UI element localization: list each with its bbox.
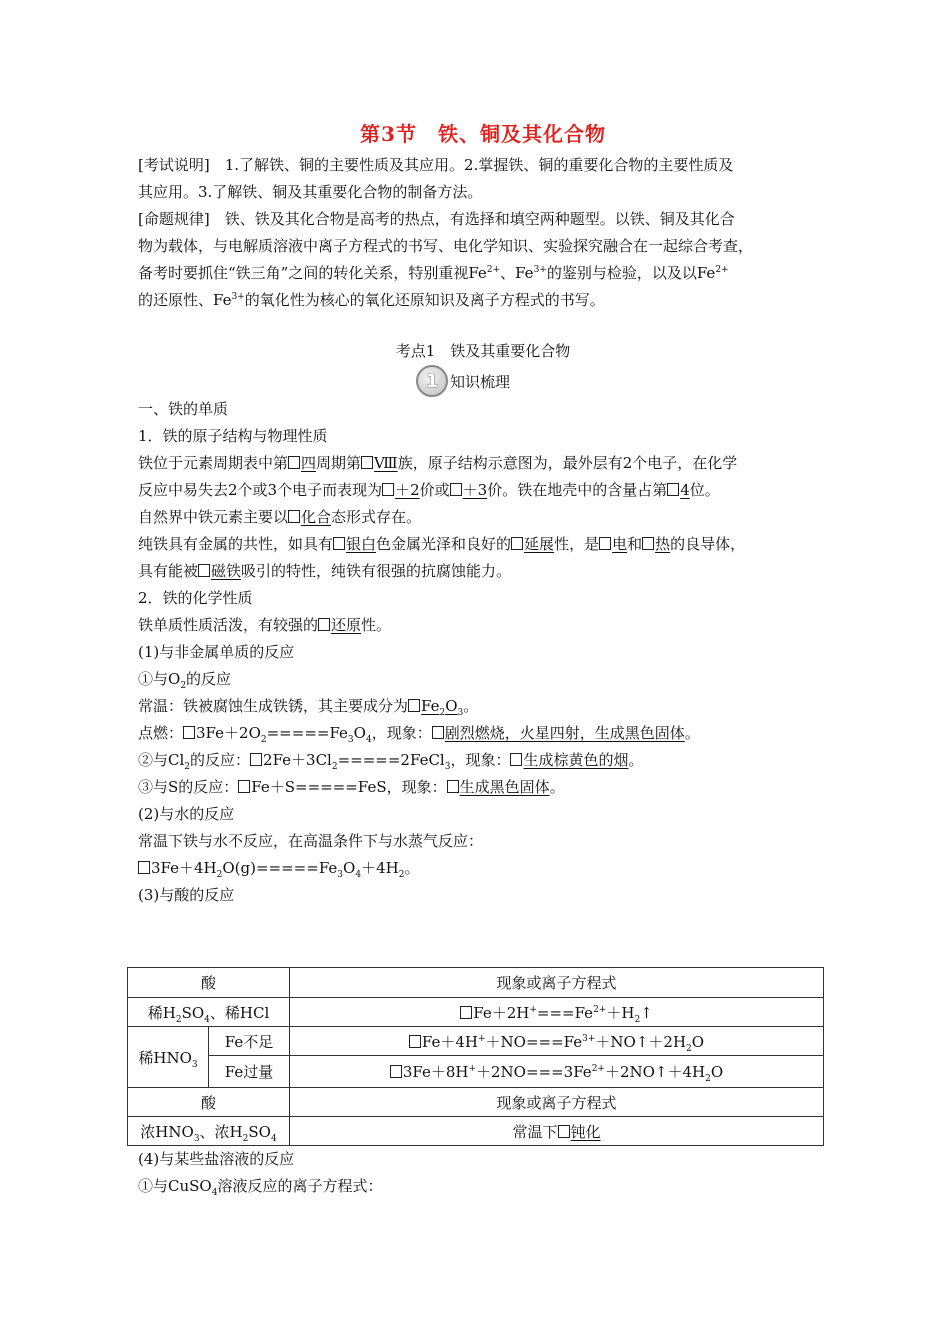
blank-box-icon	[667, 483, 679, 496]
cell-fe-more: Fe过量	[209, 1056, 290, 1088]
cell-eq-3: $3Fe+8H^++2NO===3Fe^{2+}+2NO↑+4H_2O$	[290, 1056, 824, 1088]
blank-box-icon	[390, 1065, 402, 1078]
exam-desc-line-2: 其应用。3.了解铁、铜及其重要化合物的制备方法。	[138, 183, 483, 201]
table-row	[128, 1056, 824, 1088]
rule-tag: [命题规律]	[138, 210, 210, 228]
blank-box-icon	[250, 753, 262, 766]
heading-iron-element: 一、铁的单质	[138, 400, 229, 418]
header-phenomenon-2: 现象或离子方程式	[290, 1088, 824, 1117]
blank-box-icon	[642, 537, 654, 550]
cell-conc-acids: 浓$HNO_3$、浓$H_2SO_4$	[128, 1117, 290, 1146]
line-cl2: ②与$Cl_2$的反应： $2Fe+3Cl_2=====2FeCl_3$，现象： 生成棕黄色的烟。	[138, 751, 644, 772]
after-table-section	[138, 1146, 828, 1200]
rule-line-3: 备考时要抓住“铁三角”之间的转化关系，特别重视$Fe^{2+}$、$Fe^{3+}$的鉴别与检验，以及以$Fe^{2+}$	[138, 264, 729, 282]
blank-box-icon	[432, 726, 444, 739]
cell-eq-2: $Fe+4H^++NO===Fe^{3+}+NO↑+2H_2O$	[290, 1027, 824, 1056]
cell-dilute-hno3: 稀$HNO_3$	[128, 1027, 209, 1088]
line-cuso4: ①与CuSO$_4$溶液反应的离子方程式：	[138, 1177, 383, 1198]
rule-line-1	[138, 206, 828, 233]
table-row	[128, 1088, 824, 1117]
para-position-3: 自然界中铁元素主要以 化合态形式存在。	[138, 508, 422, 526]
blank-box-icon	[409, 1035, 421, 1048]
section-heading-kaodian: 考点1 铁及其重要化合物	[395, 342, 571, 360]
badge-label: 知识梳理	[449, 372, 510, 391]
header-acid: 酸	[128, 968, 290, 998]
blank-box-icon	[198, 564, 210, 577]
heading-salt: (4)与某些盐溶液的反应	[138, 1150, 295, 1168]
blank-box-icon	[288, 510, 300, 523]
number-one-icon: 1	[416, 365, 448, 397]
para-reducing: 铁单质性质活泼，有较强的 还原性。	[138, 616, 392, 634]
blank-box-icon	[450, 483, 462, 496]
heading-nonmetal: (1)与非金属单质的反应	[138, 643, 295, 661]
blank-box-icon	[447, 780, 459, 793]
cell-fe-less: Fe不足	[209, 1027, 290, 1056]
blank-box-icon	[318, 618, 330, 631]
table-row	[128, 1117, 824, 1146]
page-title: 第3节 铁、铜及其化合物	[360, 122, 606, 146]
blank-box-icon	[183, 726, 195, 739]
line-ignite: 点燃： $3Fe+2O_2=====Fe_3O_4$，现象： 剧烈燃烧，火星四射，生成黑色固体。	[138, 724, 700, 745]
heading-structure: 1．铁的原子结构与物理性质	[138, 427, 328, 445]
blank-box-icon	[238, 780, 250, 793]
heading-o2: ①与$O_2$的反应	[138, 670, 232, 691]
line-water-2: $3Fe+4H_2O(g)=====Fe_3O_4+4H_2$。	[138, 855, 828, 882]
table-row	[128, 998, 824, 1027]
heading-chemical: 2．铁的化学性质	[138, 589, 253, 607]
table-row	[128, 968, 824, 998]
blank-box-icon	[558, 1125, 570, 1138]
blank-box-icon	[138, 861, 150, 874]
blank-box-icon	[382, 483, 394, 496]
knowledge-badge	[98, 366, 828, 396]
blank-box-icon	[599, 537, 611, 550]
line-water-1: 常温下铁与水不反应，在高温条件下与水蒸气反应：	[138, 832, 484, 850]
blank-box-icon	[333, 537, 345, 550]
rule-line-2: 物为载体，与电解质溶液中离子方程式的书写、电化学知识、实验探究融合在一起综合考查，	[138, 237, 754, 255]
blank-box-icon	[361, 456, 373, 469]
acid-reaction-table	[127, 967, 824, 1146]
cell-eq-1: $Fe+2H^+===Fe^{2+}+H_2↑$	[290, 998, 824, 1027]
exam-desc-text: 1.了解铁、铜的主要性质及其应用。2.掌握铁、铜的重要化合物的主要性质及	[209, 156, 734, 174]
cell-dilute-acids: 稀$H_2SO_4$、稀HCl	[128, 998, 290, 1027]
header-acid-2: 酸	[128, 1088, 290, 1117]
blank-box-icon	[510, 753, 522, 766]
blank-box-icon	[288, 456, 300, 469]
rule-line-4: 的还原性、$Fe^{3+}$的氧化性为核心的氧化还原知识及离子方程式的书写。	[138, 291, 605, 309]
header-phenomenon: 现象或离子方程式	[290, 968, 824, 998]
para-position-2: 反应中易失去2个或3个电子而表现为 ＋2价或 ＋3价。铁在地壳中的含量占第 4位。	[138, 481, 720, 499]
blank-box-icon	[408, 699, 420, 712]
line-sulfur: ③与S的反应： Fe＋S=====FeS，现象： 生成黑色固体。	[138, 778, 565, 796]
cell-passivation: 常温下 钝化	[290, 1117, 824, 1146]
para-physical-1: 纯铁具有金属的共性，如具有 银白色金属光泽和良好的 延展性，是 电和 热的良导体，	[138, 535, 746, 553]
rule-text: 铁、铁及其化合物是高考的热点，有选择和填空两种题型。以铁、铜及其化合	[209, 210, 735, 228]
heading-acid: (3)与酸的反应	[138, 886, 235, 904]
exam-desc-line-1	[138, 152, 828, 179]
para-position-1: 铁位于元素周期表中第 四周期第 Ⅷ族，原子结构示意图为，最外层有2个电子，在化学	[138, 454, 738, 472]
para-physical-2: 具有能被 磁铁吸引的特性，纯铁有很强的抗腐蚀能力。	[138, 562, 512, 580]
blank-box-icon	[511, 537, 523, 550]
page-body	[138, 118, 828, 909]
table-row	[128, 1027, 824, 1056]
exam-desc-tag: [考试说明]	[138, 156, 210, 174]
heading-water: (2)与水的反应	[138, 805, 235, 823]
blank-box-icon	[460, 1006, 472, 1019]
line-room-temp: 常温：铁被腐蚀生成铁锈，其主要成分为 $Fe_2O_3$。	[138, 697, 479, 718]
